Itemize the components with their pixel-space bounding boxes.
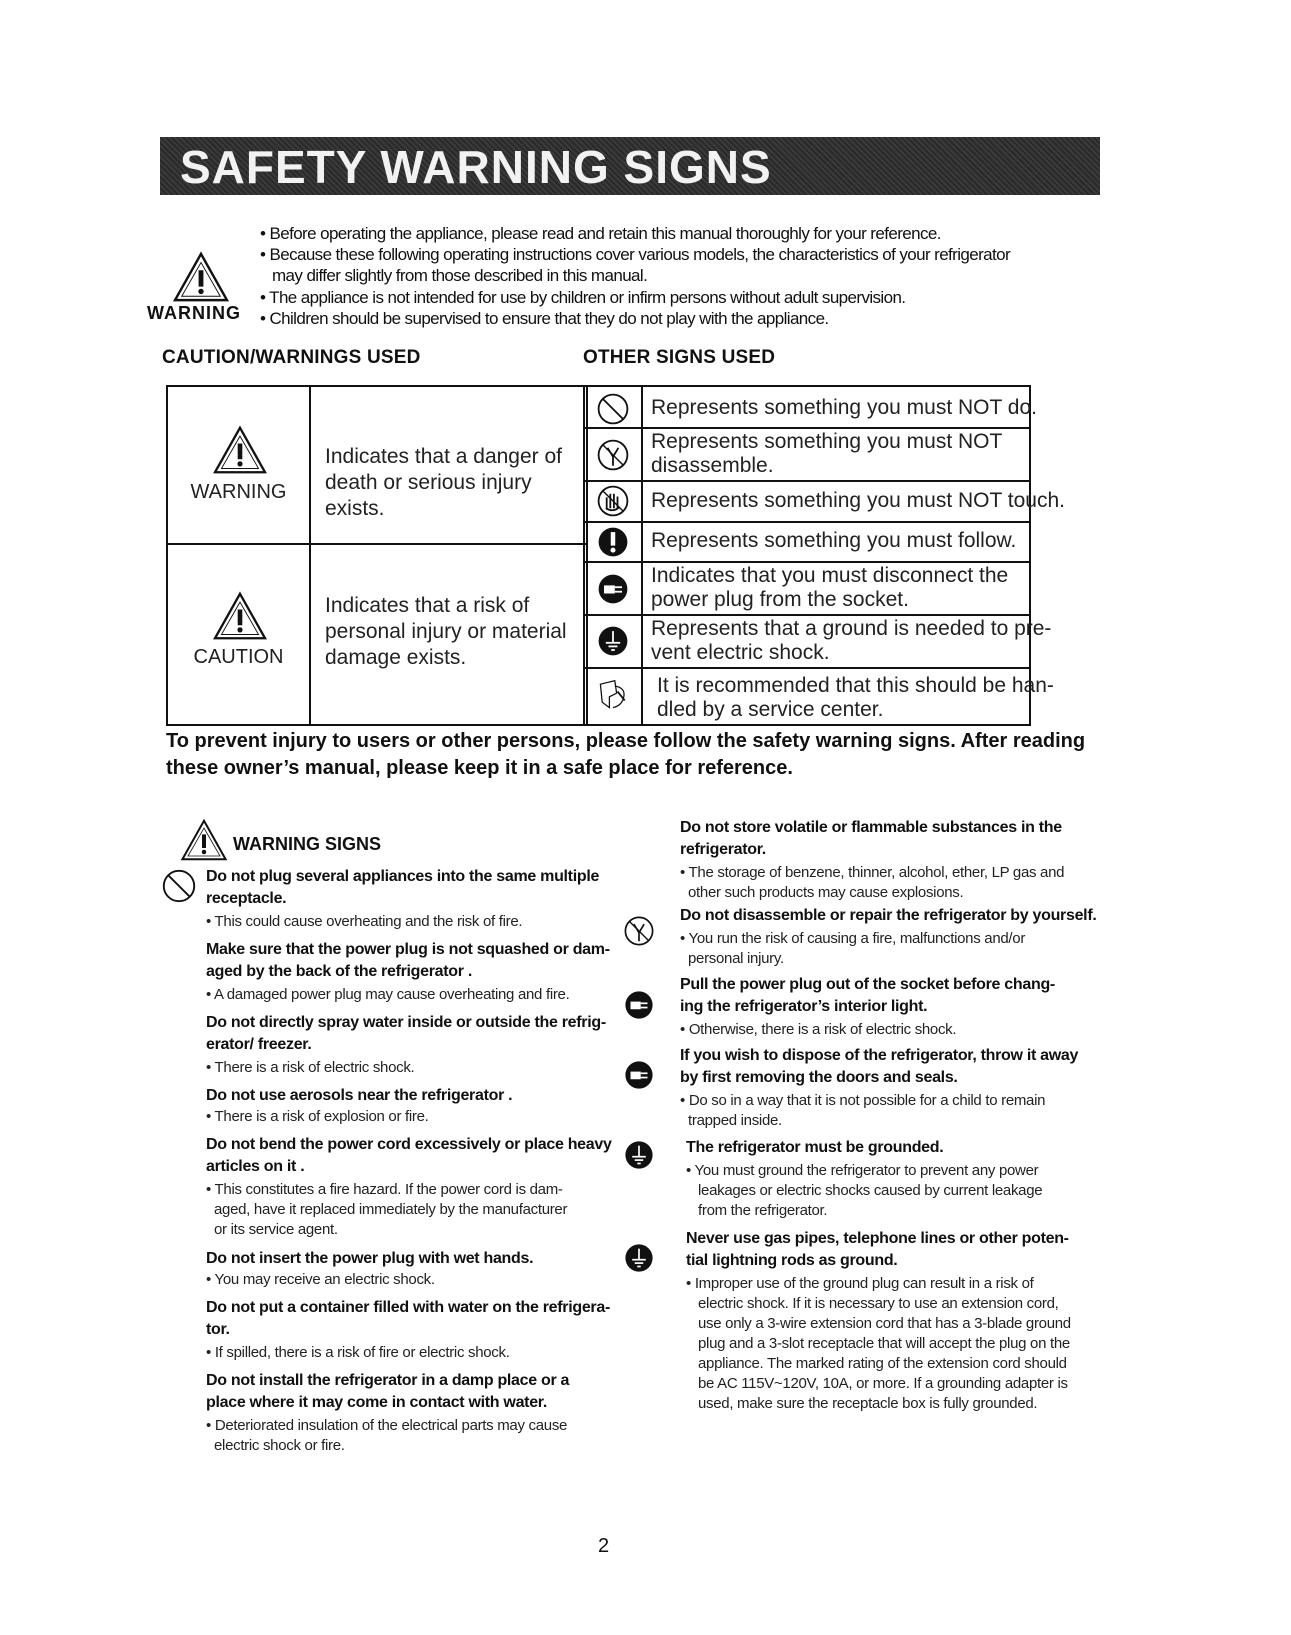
item-body: • If spilled, there is a risk of fire or electric shock.	[206, 1344, 510, 1361]
item-heading: place where it may come in contact with water.	[206, 1394, 547, 1411]
item-heading: Do not put a container filled with water on the refrigera-	[206, 1299, 610, 1316]
unplug-icon	[622, 988, 656, 1022]
item-heading: receptacle.	[206, 890, 287, 907]
item-heading: Do not disassemble or repair the refrigerator by yourself.	[680, 907, 1097, 924]
row-text: personal injury or material	[325, 620, 567, 643]
intro-bullet: • Before operating the appliance, please read and retain this manual thoroughly for your reference.	[260, 224, 941, 243]
no-touch-icon	[595, 483, 631, 519]
unplug-icon	[595, 571, 631, 607]
item-heading: Do not install the refrigerator in a damp place or a	[206, 1372, 570, 1389]
intro-bullet-cont: may differ slightly from those described in this manual.	[272, 266, 648, 285]
item-body: or its service agent.	[214, 1221, 338, 1238]
item-heading: tor.	[206, 1321, 230, 1338]
item-heading: Never use gas pipes, telephone lines or other poten-	[686, 1230, 1069, 1247]
item-heading: Do not insert the power plug with wet hands.	[206, 1250, 534, 1267]
item-heading: ing the refrigerator’s interior light.	[680, 998, 928, 1015]
item-body: aged, have it replaced immediately by the manufacturer	[214, 1201, 568, 1218]
item-body: • Otherwise, there is a risk of electric shock.	[680, 1021, 957, 1038]
item-body: appliance. The marked rating of the extension cord should	[698, 1355, 1067, 1372]
prevent-note-line: To prevent injury to users or other persons, please follow the safety warning signs. After reading	[166, 730, 1086, 752]
item-heading: articles on it .	[206, 1158, 305, 1175]
item-body: other such products may cause explosions.	[688, 884, 964, 901]
no-disassemble-icon	[622, 914, 656, 948]
table-row	[168, 387, 586, 545]
caution-warnings-heading: CAUTION/WARNINGS USED	[162, 347, 421, 368]
item-body: • This constitutes a fire hazard. If the power cord is dam-	[206, 1181, 563, 1198]
intro-warning-label: WARNING	[147, 303, 241, 323]
item-heading: erator/ freezer.	[206, 1036, 312, 1053]
item-body: electric shock or fire.	[214, 1437, 345, 1454]
item-heading: refrigerator.	[680, 841, 766, 858]
item-body: trapped inside.	[688, 1112, 782, 1129]
prohibition-icon	[595, 391, 631, 427]
item-body: from the refrigerator.	[698, 1202, 828, 1219]
item-body: • There is a risk of electric shock.	[206, 1059, 415, 1076]
item-body: • Do so in a way that it is not possible for a child to remain	[680, 1092, 1046, 1109]
item-heading: The refrigerator must be grounded.	[686, 1139, 944, 1156]
item-body: electric shock. If it is necessary to use an extension cord,	[698, 1295, 1059, 1312]
sign-text: dled by a service center.	[657, 698, 884, 721]
item-body: • Deteriorated insulation of the electrical parts may cause	[206, 1417, 568, 1434]
row-text: Indicates that a risk of	[325, 594, 530, 617]
prevent-note-line: these owner’s manual, please keep it in a safe place for reference.	[166, 757, 793, 779]
item-body: • You may receive an electric shock.	[206, 1271, 435, 1288]
item-heading: If you wish to dispose of the refrigerator, throw it away	[680, 1047, 1079, 1064]
prohibition-icon	[160, 867, 198, 905]
ground-icon	[622, 1138, 656, 1172]
other-signs-heading: OTHER SIGNS USED	[583, 347, 776, 368]
sign-text: vent electric shock.	[651, 641, 830, 664]
item-heading: tial lightning rods as ground.	[686, 1252, 898, 1269]
item-heading: Make sure that the power plug is not squashed or dam-	[206, 941, 610, 958]
row-text: Indicates that a danger of	[325, 445, 562, 468]
item-heading: aged by the back of the refrigerator .	[206, 963, 472, 980]
item-body: used, make sure the receptacle box is fully grounded.	[698, 1395, 1038, 1412]
item-body: • You must ground the refrigerator to prevent any power	[686, 1162, 1039, 1179]
sign-text: Represents something you must follow.	[651, 529, 1017, 552]
item-heading: Do not use aerosols near the refrigerator .	[206, 1087, 513, 1104]
no-disassemble-icon	[595, 437, 631, 473]
must-follow-icon	[595, 524, 631, 560]
item-body: • Improper use of the ground plug can result in a risk of	[686, 1275, 1034, 1292]
page-number: 2	[598, 1535, 610, 1557]
row-text: death or serious injury exists.	[325, 471, 532, 520]
service-center-icon	[595, 677, 631, 713]
sign-text: Represents something you must NOT touch.	[651, 489, 1065, 512]
item-body: • You run the risk of causing a fire, malfunctions and/or	[680, 930, 1026, 947]
intro-bullet: • Children should be supervised to ensure that they do not play with the appliance.	[260, 309, 829, 328]
row-text: damage exists.	[325, 646, 467, 669]
item-body: be AC 115V~120V, 10A, or more. If a grounding adapter is	[698, 1375, 1068, 1392]
item-heading: Do not plug several appliances into the same multiple	[206, 868, 600, 885]
item-heading: Do not store volatile or flammable substances in the	[680, 819, 1062, 836]
warning-signs-heading: WARNING SIGNS	[233, 834, 382, 854]
item-heading: Do not bend the power cord excessively or place heavy	[206, 1136, 612, 1153]
item-body: leakages or electric shocks caused by current leakage	[698, 1182, 1043, 1199]
item-heading: Do not directly spray water inside or outside the refrig-	[206, 1014, 606, 1031]
sign-text: Represents something you must NOT	[651, 430, 1003, 453]
sign-text: Represents that a ground is needed to pre-	[651, 617, 1052, 640]
item-body: • There is a risk of explosion or fire.	[206, 1108, 429, 1125]
item-body: • This could cause overheating and the risk of fire.	[206, 913, 523, 930]
other-signs-table	[583, 385, 1065, 726]
warning-triangle-icon	[212, 425, 268, 475]
intro-bullet: • Because these following operating instructions cover various models, the characteristics of your refrigerator	[260, 245, 1011, 264]
sign-text: Represents something you must NOT do.	[651, 396, 1037, 419]
row-label: CAUTION	[193, 646, 284, 668]
ground-icon	[622, 1241, 656, 1275]
warning-triangle-icon	[180, 818, 228, 862]
sign-text: disassemble.	[651, 454, 774, 477]
ground-icon	[595, 623, 631, 659]
sign-text: Indicates that you must disconnect the	[651, 564, 1009, 587]
sign-text: power plug from the socket.	[651, 588, 909, 611]
intro-bullet: • The appliance is not intended for use by children or infirm persons without adult supervision.	[260, 288, 906, 307]
item-body: personal injury.	[688, 950, 784, 967]
page-title: SAFETY WARNING SIGNS	[180, 141, 772, 193]
table-row	[168, 545, 586, 724]
row-label: WARNING	[190, 481, 287, 503]
item-body: • The storage of benzene, thinner, alcohol, ether, LP gas and	[680, 864, 1065, 881]
warning-triangle-icon	[212, 591, 268, 641]
item-body: plug and a 3-slot receptacle that will accept the plug on the	[698, 1335, 1070, 1352]
sign-text: It is recommended that this should be han-	[657, 674, 1054, 697]
caution-warnings-table	[166, 385, 588, 726]
item-body: • A damaged power plug may cause overheating and fire.	[206, 986, 570, 1003]
unplug-icon	[622, 1058, 656, 1092]
item-heading: by first removing the doors and seals.	[680, 1069, 958, 1086]
warning-triangle-icon	[172, 251, 230, 303]
item-body: use only a 3-wire extension cord that has a 3-blade ground	[698, 1315, 1071, 1332]
item-heading: Pull the power plug out of the socket before chang-	[680, 976, 1055, 993]
